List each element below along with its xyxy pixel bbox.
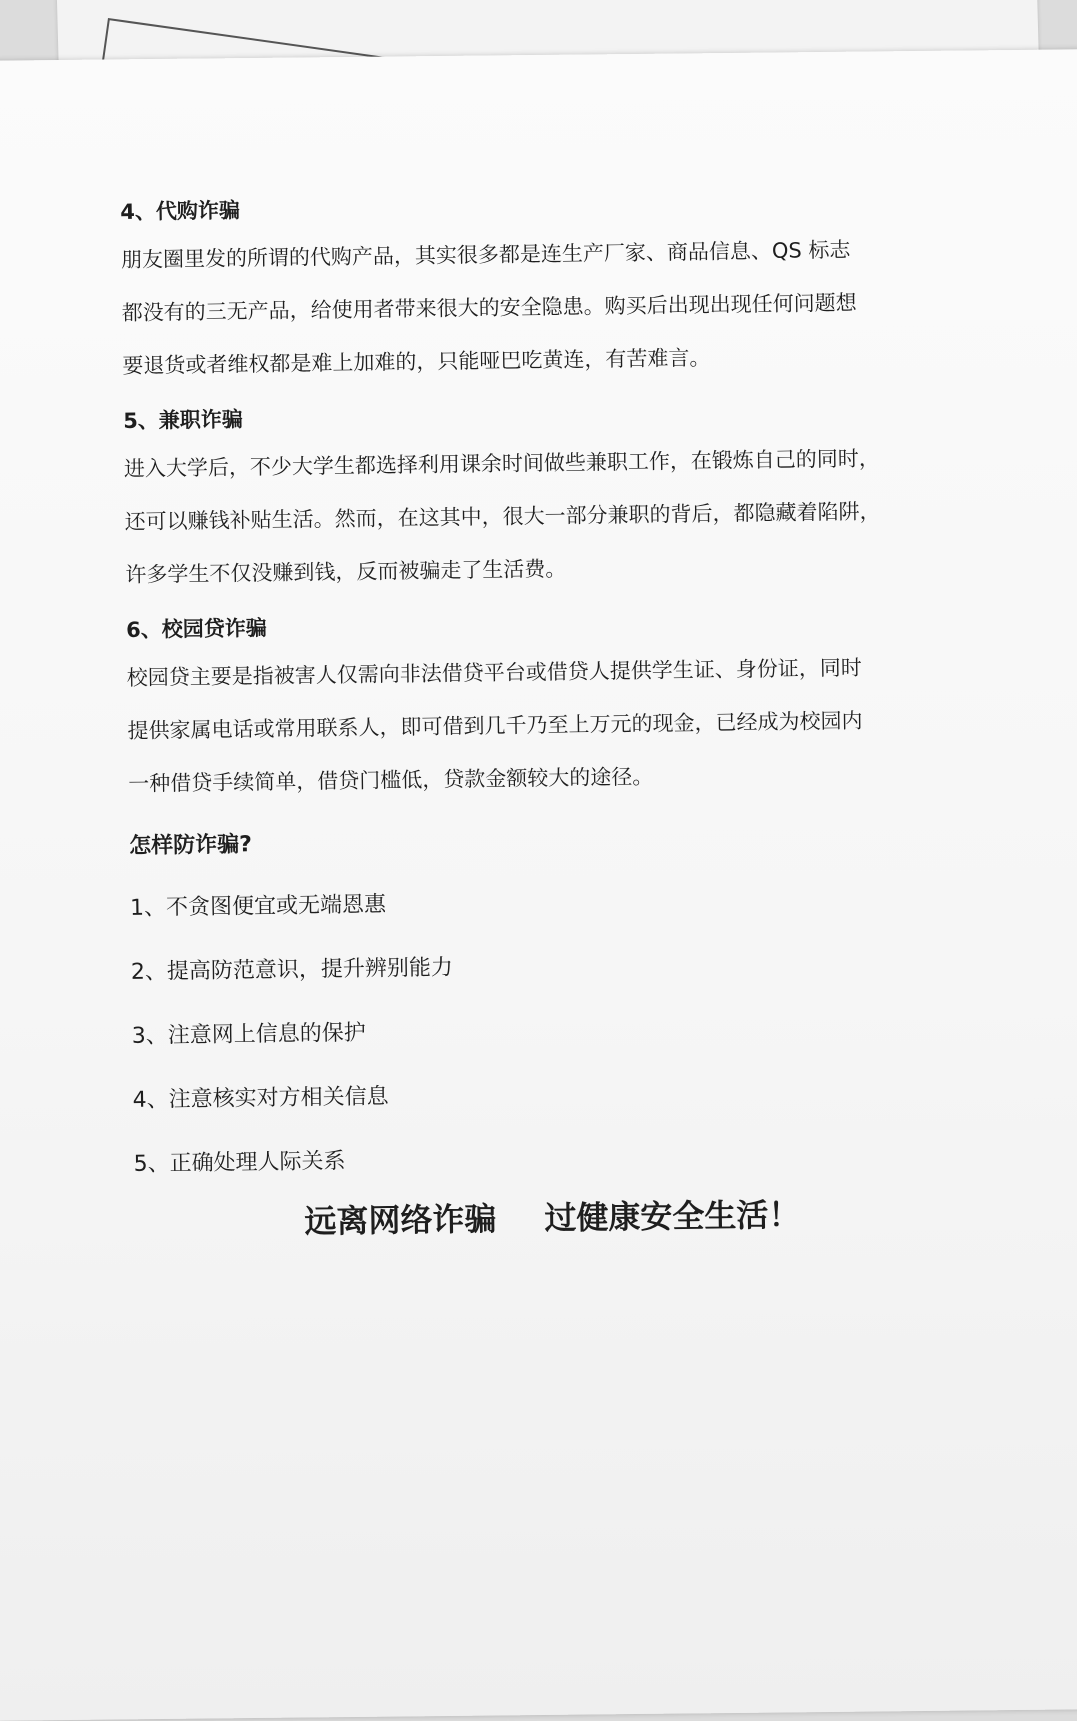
prevention-title: 怎样防诈骗? [128,832,253,859]
paragraph-line: 校园贷主要是指被害人仅需向非法借贷平台或借贷人提供学生证、身份证，同时 [126,655,862,690]
section-heading: 5、兼职诈骗 [123,407,244,433]
slogan-part-1: 远离网络诈骗 [304,1199,497,1241]
paragraph-line: 朋友圈里发的所谓的代购产品，其实很多都是连生产厂家、商品信息、QS 标志 [120,237,851,272]
paragraph-line: 许多学生不仅没赚到钱，反而被骗走了生活费。 [125,556,567,587]
paragraph-line: 提供家属电话或常用联系人，即可借到几千乃至上万元的现金，已经成为校园内 [127,708,863,743]
section-4 [120,178,963,393]
document-content [120,178,975,1245]
section-heading: 4、代购诈骗 [120,198,241,224]
slogan-part-2: 过健康安全生活！ [544,1195,801,1238]
paragraph-line: 都没有的三无产品，给使用者带来很大的安全隐患。购买后出现出现任何问题想 [121,290,857,325]
prevention-tip: 2、提高防范意识，提升辨别能力 [130,955,454,985]
prevention-tip: 5、正确处理人际关系 [133,1148,346,1177]
paragraph-line: 还可以赚钱补贴生活。然而，在这其中，很大一部分兼职的背后，都隐藏着陷阱， [124,499,881,534]
section-6 [126,596,969,811]
paragraph-line: 要退货或者维权都是难上加难的，只能哑巴吃黄连，有苦难言。 [122,345,711,378]
section-5 [123,387,966,602]
section-heading: 6、校园贷诈骗 [125,615,267,642]
prevention-section [129,813,974,1197]
prevention-tip: 3、注意网上信息的保护 [131,1020,366,1049]
paragraph-line: 一种借贷手续简单，借贷门槛低，贷款金额较大的途径。 [128,764,654,796]
prevention-tip: 1、不贪图便宜或无端恩惠 [129,892,387,921]
prevention-tip: 4、注意核实对方相关信息 [132,1084,389,1113]
paragraph-line: 进入大学后，不少大学生都选择利用课余时间做些兼职工作，在锻炼自己的同时， [123,446,880,481]
